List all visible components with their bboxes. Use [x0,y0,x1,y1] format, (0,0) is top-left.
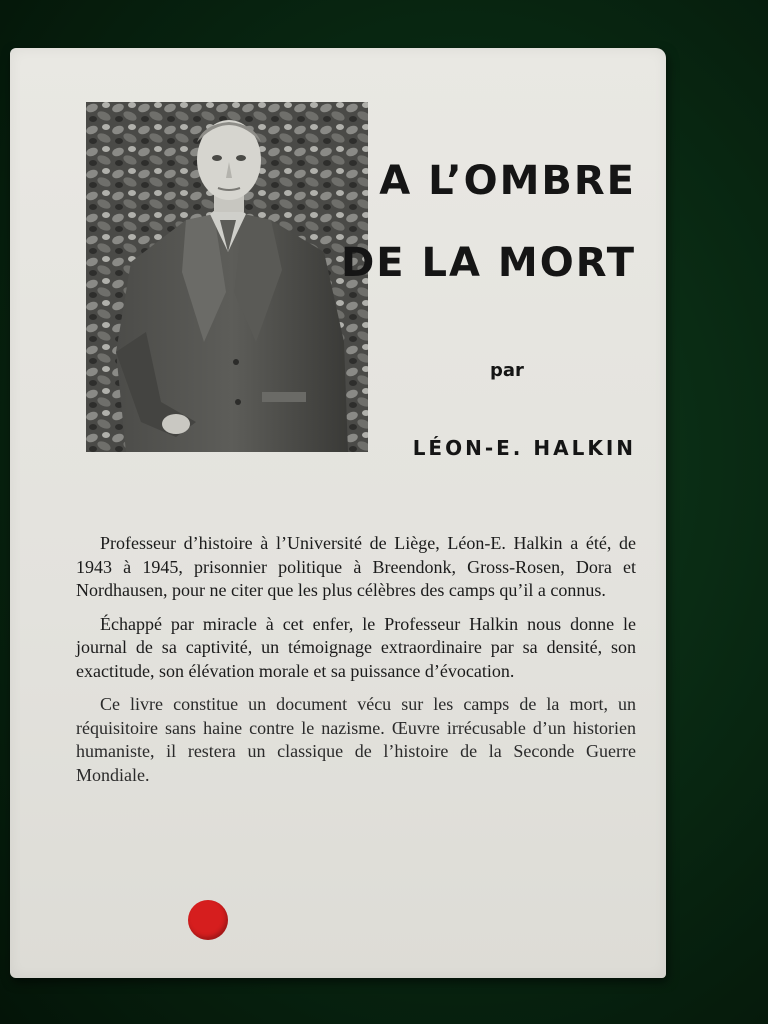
author-photo [86,102,368,452]
blurb-paragraph-2: Échappé par miracle à cet enfer, le Professeur Halkin nous donne le journal de sa captivité, un témoignage extraordinaire par sa densité, son exactitude, son élévation morale et sa puissance d’évocation. [76,613,636,681]
by-label: par [490,360,524,381]
red-sticker [188,900,228,940]
blurb [76,532,636,797]
title-line-1: A L’OMBRE [379,158,636,204]
book-back-cover [10,48,666,978]
title-line-2: DE LA MORT [341,240,636,286]
blurb-paragraph-3: Ce livre constitue un document vécu sur les camps de la mort, un réquisitoire sans haine contre le nazisme. Œuvre irrécusable d’un historien humaniste, il restera un classique de l’histoire de la Seconde Guerre Mondiale. [76,694,636,785]
author-name: LÉON-E. HALKIN [412,436,636,460]
blurb-paragraph-1: Professeur d’histoire à l’Université de Liège, Léon-E. Halkin a été, de 1943 à 1945, prisonnier politique à Breendonk, Gross-Rosen, Dora et Nordhausen, pour ne citer que les plus célèbres des camps qu’il a connus. [76,533,636,600]
